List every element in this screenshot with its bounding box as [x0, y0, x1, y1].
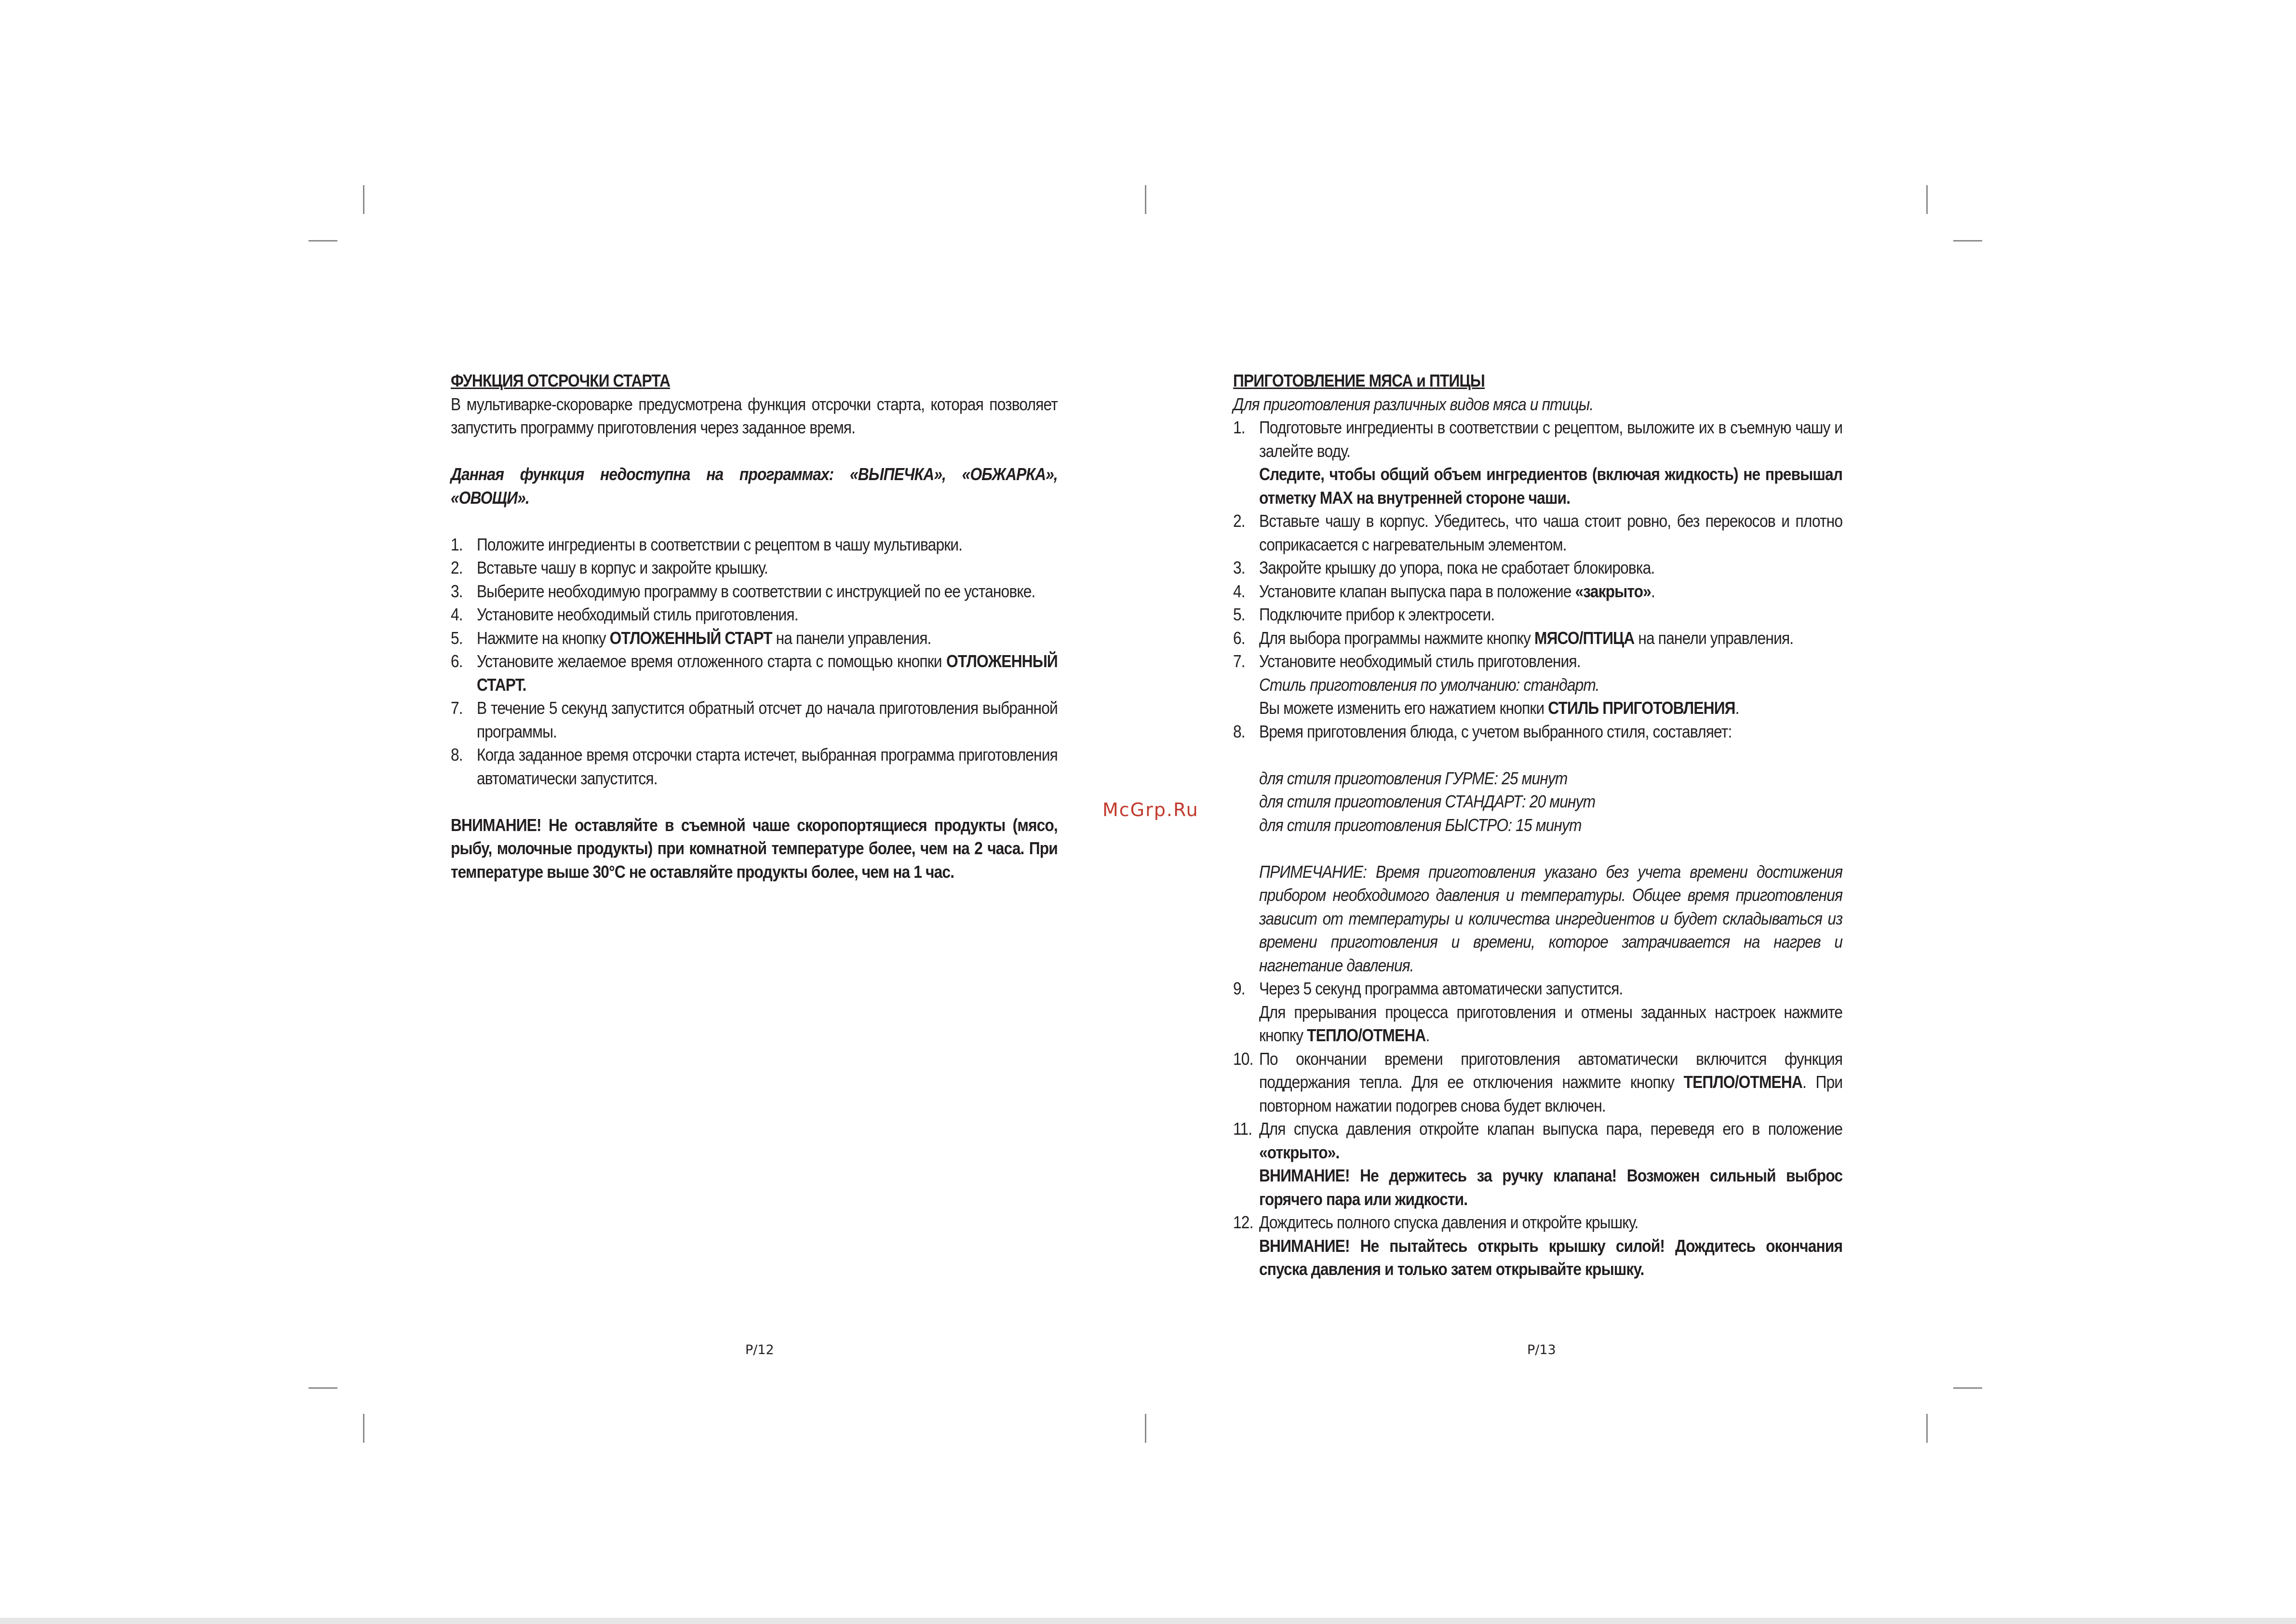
- time-standard: для стиля приготовления СТАНДАРТ: 20 минут: [1259, 792, 1596, 811]
- list-item: 12. Дождитесь полного спуска давления и откройте крышку. ВНИМАНИЕ! Не пытайтесь открыть крышку силой! Дождитесь окончания спуска давления и только затем открывайте крышку.: [1233, 1212, 1843, 1279]
- steps-list: [451, 533, 1058, 791]
- section-subtitle: Для приготовления различных видов мяса и птицы.: [1233, 394, 1594, 414]
- list-item: 4. Установите необходимый стиль приготовления.: [451, 604, 798, 624]
- crop-mark: [363, 185, 364, 214]
- list-item: 6. Установите желаемое время отложенного старта с помощью кнопки ОТЛОЖЕННЫЙ СТАРТ.: [451, 651, 1058, 695]
- list-item: 5. Подключите прибор к электросети.: [1233, 604, 1495, 624]
- list-item: 7. Установите необходимый стиль приготовления. Стиль приготовления по умолчанию: стандарт. Вы можете изменить его нажатием кнопки СТИЛЬ ПРИГОТОВЛЕНИЯ.: [1233, 651, 1739, 718]
- crop-mark: [309, 1387, 337, 1389]
- list-item: 5. Нажмите на кнопку ОТЛОЖЕННЫЙ СТАРТ на панели управления.: [451, 628, 931, 648]
- list-item: 3. Выберите необходимую программу в соответствии с инструкцией по ее установке.: [451, 581, 1035, 601]
- crop-mark: [1145, 185, 1146, 214]
- list-item: 2. Вставьте чашу в корпус и закройте крышку.: [451, 558, 768, 577]
- list-item: 11. Для спуска давления откройте клапан выпуска пара, переведя его в положение «открыто». ВНИМАНИЕ! Не держитесь за ручку клапана! Возможен сильный выброс горячего пара или жидкости.: [1233, 1119, 1843, 1209]
- left-page: [451, 369, 1058, 884]
- page-number-left: P/12: [745, 1342, 774, 1357]
- list-item: 2. Вставьте чашу в корпус. Убедитесь, что чаша стоит ровно, без перекосов и плотно соприкасается с нагревательным элементом.: [1233, 511, 1843, 554]
- time-fast: для стиля приготовления БЫСТРО: 15 минут: [1259, 815, 1582, 835]
- list-item: 10. По окончании времени приготовления автоматически включится функция поддержания тепла. Для ее отключения нажмите кнопку ТЕПЛО/ОТМЕНА. При повторном нажатии подогрев снова будет включен.: [1233, 1048, 1843, 1115]
- steps-list: [1233, 416, 1842, 1281]
- list-item: 1. Положите ингредиенты в соответствии с рецептом в чашу мультиварки.: [451, 534, 963, 554]
- list-item: 4. Установите клапан выпуска пара в положение «закрыто».: [1233, 581, 1655, 601]
- list-item: 7. В течение 5 секунд запустится обратный отсчет до начала приготовления выбранной программы.: [451, 698, 1058, 741]
- crop-mark: [1953, 240, 1982, 242]
- crop-mark: [1145, 1414, 1146, 1443]
- list-item: 1. Подготовьте ингредиенты в соответствии с рецептом, выложите их в съемную чашу и залейте воду. Следите, чтобы общий объем ингредиентов (включая жидкость) не превышал отметку MAX на внутренней стороне чаши.: [1233, 417, 1843, 508]
- list-item: 3. Закройте крышку до упора, пока не сработает блокировка.: [1233, 558, 1655, 577]
- time-gourmet: для стиля приготовления ГУРМЕ: 25 минут: [1259, 768, 1568, 788]
- watermark: McGrp.Ru: [1102, 799, 1199, 820]
- crop-mark: [1926, 1414, 1928, 1443]
- intro-paragraph: В мультиварке-скороварке предусмотрена функция отсрочки старта, которая позволяет запустить программу приготовления через заданное время.: [451, 394, 1058, 437]
- list-item: 8. Время приготовления блюда, с учетом выбранного стиля, составляет: для стиля приготовления ГУРМЕ: 25 минут для стиля приготовления СТАНДАРТ: 20 минут для стиля приготовления БЫСТРО: 15 минут ПРИМЕЧАНИЕ: Время приготовления указано без учета времени достижения прибором необходимого давления и температуры. Общее время приготовления зависит от температуры и количества ингредиентов и будет складываться из времени приготовления и времени, которое затрачивается на нагрев и нагнетание давления.: [1233, 720, 1842, 978]
- crop-mark: [1926, 185, 1928, 214]
- unavailable-notice: Данная функция недоступна на программах: «ВЫПЕЧКА», «ОБЖАРКА», «ОВОЩИ».: [451, 464, 1058, 508]
- crop-mark: [363, 1414, 364, 1443]
- right-page: [1233, 369, 1842, 1281]
- section-title: ФУНКЦИЯ ОТСРОЧКИ СТАРТА: [451, 371, 671, 390]
- note-paragraph: ПРИМЕЧАНИЕ: Время приготовления указано без учета времени достижения прибором необходимого давления и температуры. Общее время приготовления зависит от температуры и количества ингредиентов и будет складываться из времени приготовления и времени, которое затрачивается на нагрев и нагнетание давления.: [1259, 861, 1843, 975]
- list-item: 6. Для выбора программы нажмите кнопку МЯСО/ПТИЦА на панели управления.: [1233, 628, 1794, 648]
- section-title: ПРИГОТОВЛЕНИЕ МЯСА и ПТИЦЫ: [1233, 371, 1485, 390]
- warning-paragraph: ВНИМАНИЕ! Не оставляйте в съемной чаше скоропортящиеся продукты (мясо, рыбу, молочные продукты) при комнатной температуре более, чем на 2 часа. При температуре выше 30°C не оставляйте продукты более, чем на 1 час.: [451, 815, 1058, 882]
- crop-mark: [309, 240, 337, 242]
- bottom-border: [0, 1618, 2296, 1624]
- page-number-right: P/13: [1527, 1342, 1556, 1357]
- list-item: 8. Когда заданное время отсрочки старта истечет, выбранная программа приготовления автоматически запустится.: [451, 745, 1058, 788]
- list-item: 9. Через 5 секунд программа автоматически запустится. Для прерывания процесса приготовления и отмены заданных настроек нажмите кнопку ТЕПЛО/ОТМЕНА.: [1233, 979, 1843, 1045]
- crop-mark: [1953, 1387, 1982, 1389]
